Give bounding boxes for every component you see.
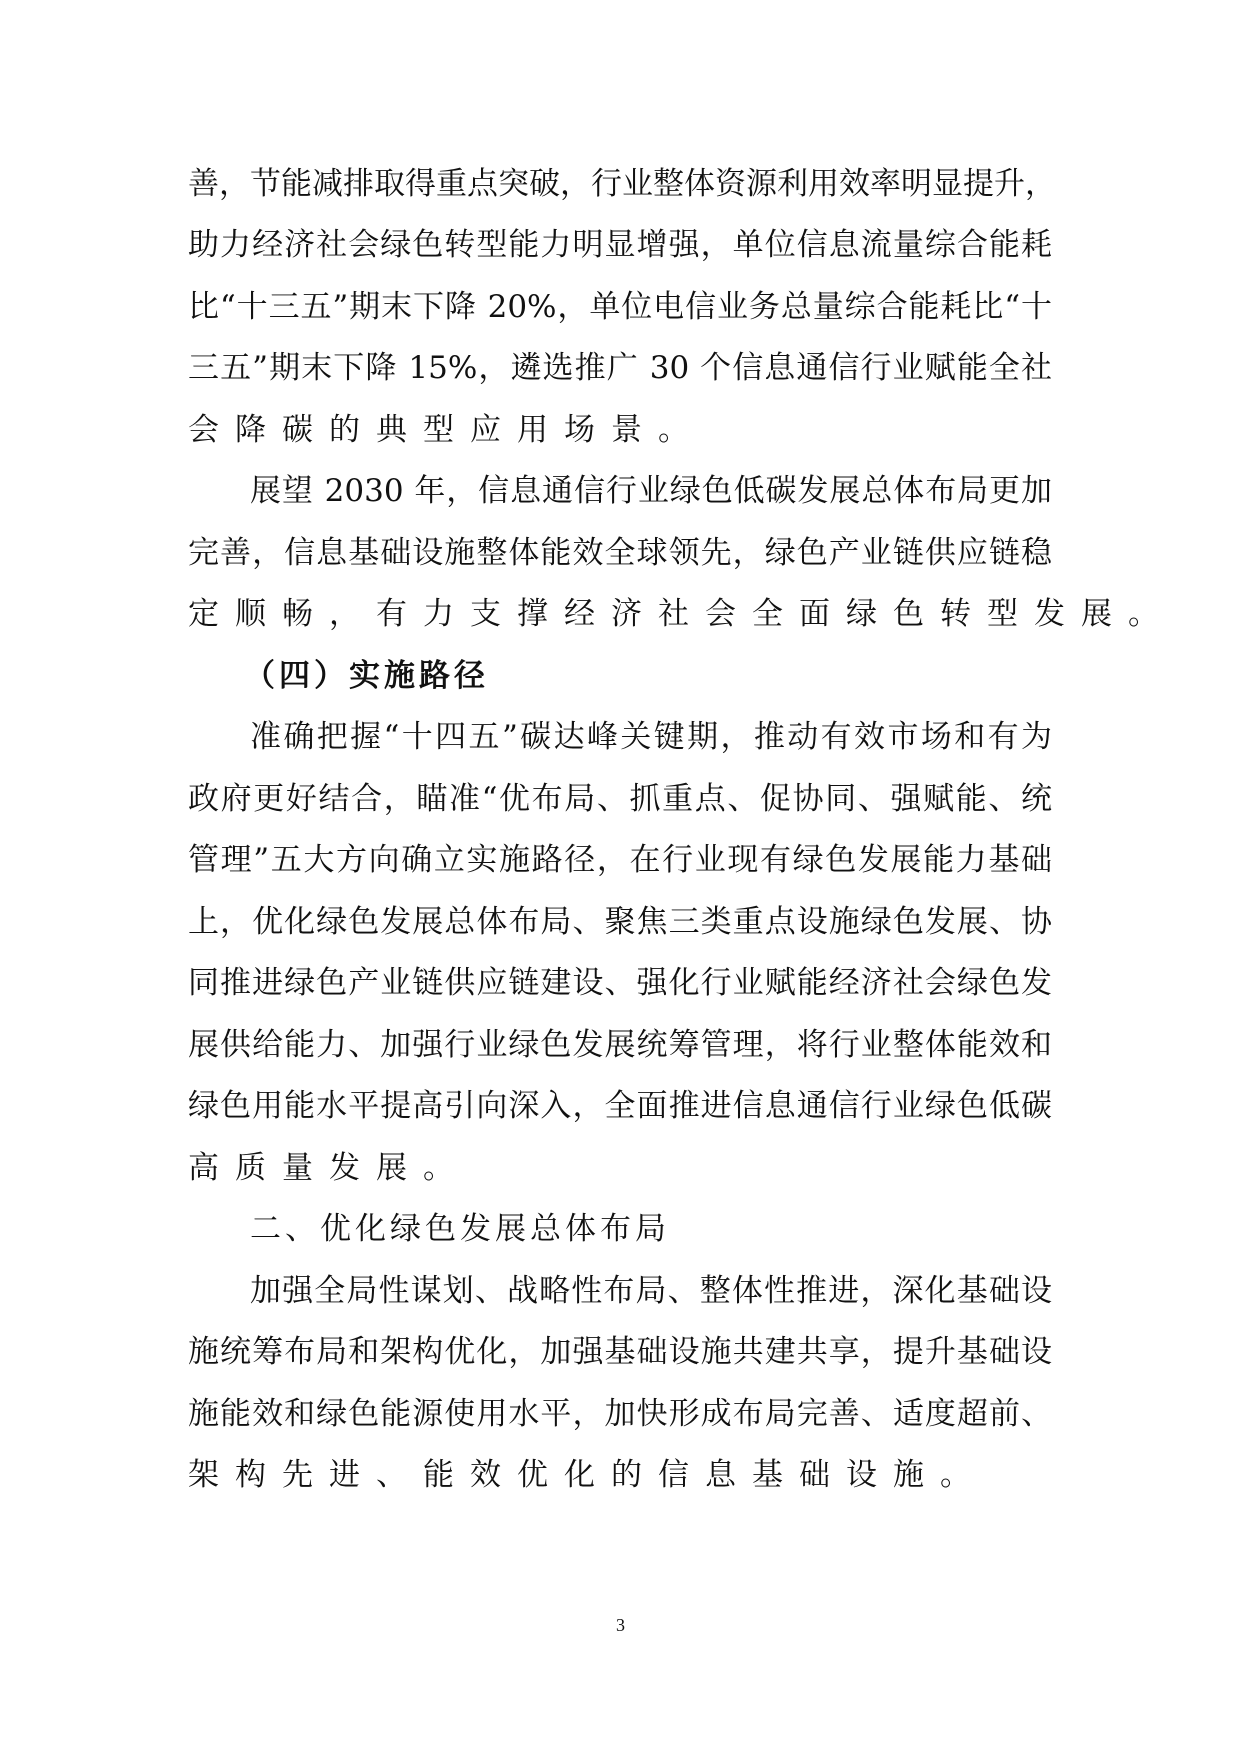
paragraph-line: 完善，信息基础设施整体能效全球领先，绿色产业链供应链稳	[188, 535, 1052, 571]
paragraph-line: 上，优化绿色发展总体布局、聚焦三类重点设施绿色发展、协	[188, 904, 1052, 940]
paragraph-line: 政府更好结合，瞄准“优布局、抓重点、促协同、强赋能、统	[188, 781, 1052, 817]
paragraph-line: 三五”期末下降 15%，遴选推广 30 个信息通信行业赋能全社	[188, 350, 1052, 386]
paragraph-line: 高质量发展。	[188, 1150, 470, 1186]
paragraph-line: 施统筹布局和架构优化，加强基础设施共建共享，提升基础设	[188, 1334, 1052, 1370]
paragraph-line: 展望 2030 年，信息通信行业绿色低碳发展总体布局更加	[250, 473, 1052, 509]
page-number: 3	[616, 1615, 625, 1635]
paragraph-line: 同推进绿色产业链供应链建设、强化行业赋能经济社会绿色发	[188, 965, 1052, 1001]
paragraph-line: 加强全局性谋划、战略性布局、整体性推进，深化基础设	[250, 1273, 1052, 1309]
paragraph-line: 施能效和绿色能源使用水平，加快形成布局完善、适度超前、	[188, 1396, 1052, 1432]
chapter-heading: 二、优化绿色发展总体布局	[250, 1211, 670, 1247]
paragraph-line: 会降碳的典型应用场景。	[188, 412, 705, 448]
paragraph-line: 比“十三五”期末下降 20%，单位电信业务总量综合能耗比“十	[188, 289, 1052, 325]
paragraph-line: 架构先进、能效优化的信息基础设施。	[188, 1457, 987, 1493]
paragraph-line: 善，节能减排取得重点突破，行业整体资源利用效率明显提升，	[188, 166, 1056, 202]
paragraph-line: 绿色用能水平提高引向深入，全面推进信息通信行业绿色低碳	[188, 1088, 1052, 1124]
paragraph-line: 管理”五大方向确立实施路径，在行业现有绿色发展能力基础	[188, 842, 1052, 878]
paragraph-line: 展供给能力、加强行业绿色发展统筹管理，将行业整体能效和	[188, 1027, 1052, 1063]
paragraph-line: 准确把握“十四五”碳达峰关键期，推动有效市场和有为	[250, 719, 1052, 755]
section-heading: （四）实施路径	[244, 658, 489, 694]
paragraph-line: 助力经济社会绿色转型能力明显增强，单位信息流量综合能耗	[188, 227, 1052, 263]
paragraph-line: 定顺畅，有力支撑经济社会全面绿色转型发展。	[188, 596, 1175, 632]
